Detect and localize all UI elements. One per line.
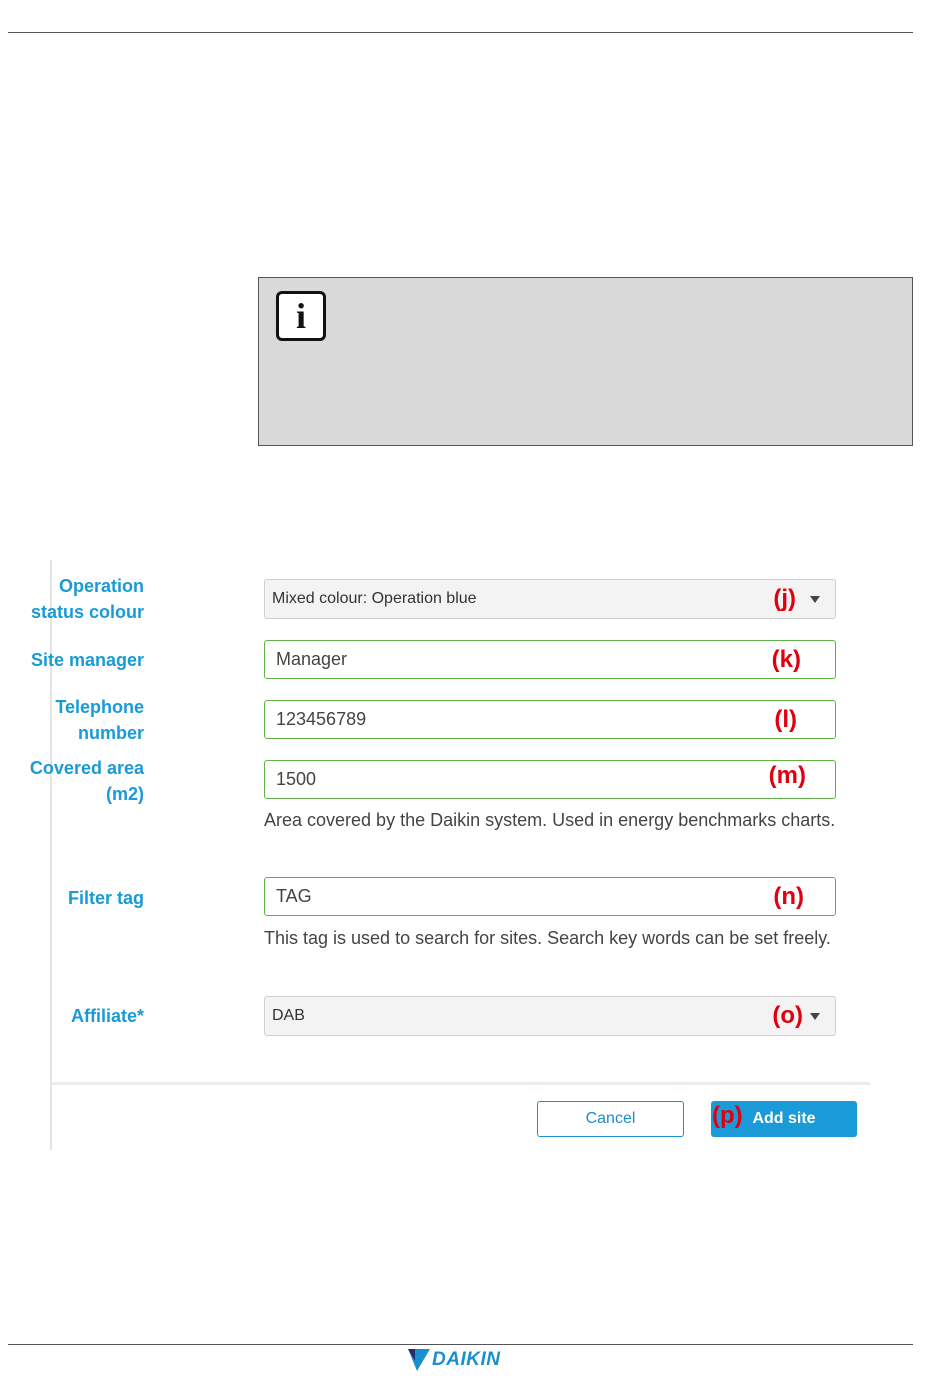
- add-site-form: [29, 560, 870, 1150]
- top-rule: [8, 32, 913, 33]
- select-value: DAB: [272, 1007, 305, 1024]
- label-line: status colour: [30, 602, 144, 622]
- label-line: number: [77, 723, 144, 743]
- affiliate-select[interactable]: [264, 996, 836, 1036]
- brand-name: DAIKIN: [432, 1349, 501, 1370]
- operation-status-colour-select[interactable]: [264, 579, 836, 619]
- affiliate-label: Affiliate*: [70, 1006, 144, 1026]
- callout-marker: (l): [774, 705, 797, 733]
- callout-marker: (p): [712, 1102, 743, 1129]
- cancel-button[interactable]: Cancel: [537, 1101, 684, 1137]
- telephone-number-label: [55, 694, 144, 746]
- daikin-logo: [408, 1349, 500, 1371]
- callout-marker: (m): [768, 762, 806, 789]
- info-note-box: [258, 277, 913, 446]
- covered-area-help-text: Area covered by the Daikin system. Used in energy benchmarks charts.: [264, 810, 836, 830]
- select-value: Mixed colour: Operation blue: [272, 590, 477, 607]
- label-line: Covered area: [29, 758, 144, 778]
- telephone-number-input[interactable]: [264, 700, 836, 739]
- add-site-button-label: Add site: [752, 1110, 816, 1127]
- filter-tag-input[interactable]: [264, 877, 836, 916]
- covered-area-label: [30, 755, 144, 807]
- daikin-logo-icon: [408, 1349, 430, 1371]
- filter-tag-label: Filter tag: [67, 888, 144, 908]
- bottom-rule: [8, 1344, 913, 1345]
- caret-down-icon: [810, 596, 820, 603]
- info-icon: i: [276, 291, 326, 341]
- input-value: 123456789: [276, 709, 367, 729]
- operation-status-colour-label: [31, 573, 144, 625]
- callout-marker: (n): [773, 882, 804, 910]
- covered-area-input[interactable]: [264, 760, 836, 799]
- add-site-button[interactable]: [711, 1101, 857, 1137]
- input-value: TAG: [276, 886, 312, 906]
- input-value: Manager: [276, 649, 348, 669]
- footer-divider: [52, 1082, 870, 1085]
- input-value: 1500: [276, 769, 317, 789]
- site-manager-input[interactable]: [264, 640, 836, 679]
- filter-tag-help-text: This tag is used to search for sites. Search key words can be set freely.: [264, 928, 831, 948]
- site-manager-label: Site manager: [30, 650, 144, 670]
- label-line: Telephone: [55, 697, 144, 717]
- caret-down-icon: [810, 1013, 820, 1020]
- callout-marker: (k): [771, 645, 801, 673]
- label-line: Operation: [58, 576, 144, 596]
- callout-marker: (o): [772, 1002, 803, 1029]
- callout-marker: (j): [773, 585, 796, 612]
- label-line: (m2): [105, 784, 144, 804]
